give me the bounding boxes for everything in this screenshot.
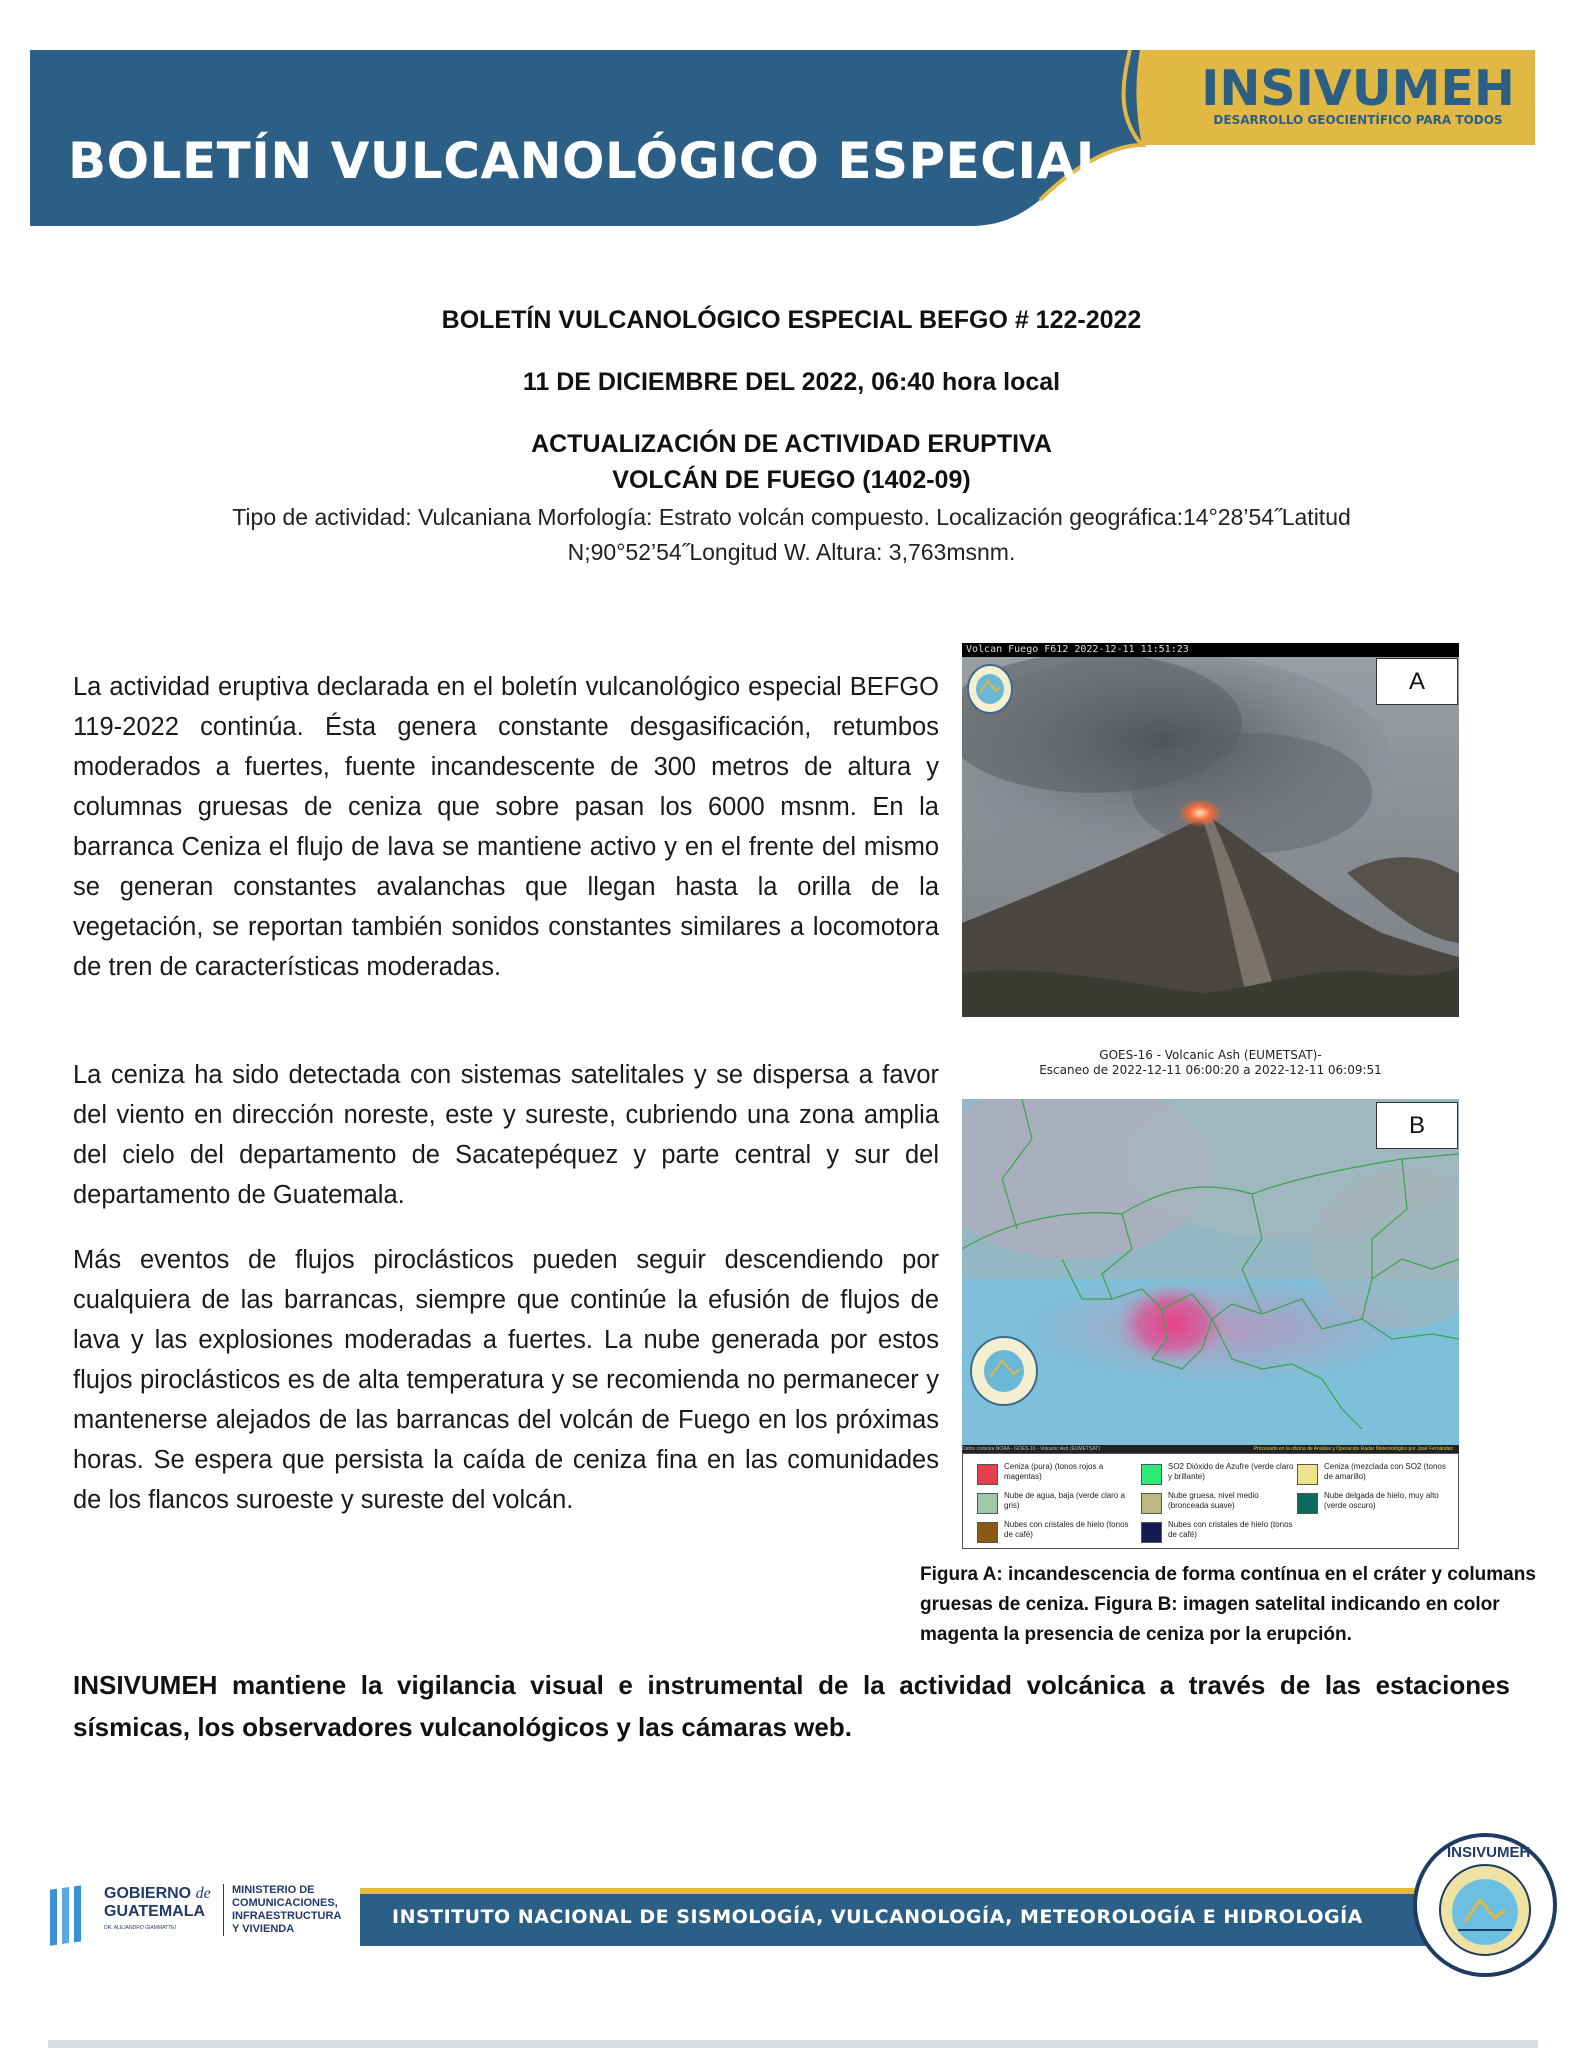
legend-item: [1141, 1462, 1296, 1488]
seal-title: INSIVUMEH: [1447, 1844, 1531, 1861]
figure-a-label: A: [1376, 658, 1458, 705]
figure-b-title: [962, 1048, 1459, 1078]
legend-swatch: [1141, 1464, 1162, 1485]
legend-swatch: [977, 1464, 998, 1485]
legend-item: [977, 1520, 1132, 1546]
figure-a-webcam-photo: [962, 643, 1459, 1017]
paragraph-activity: La actividad eruptiva declarada en el boletín vulcanológico especial BEFGO 119-2022 continúa. Ésta genera constante desgasificación, retumbos moderados a fuertes, fuente incandescente de 300 metros de altura y columnas gruesas de ceniza que sobre pasan los 6000 msnm. En la barranca Ceniza el flujo de lava se mantiene activo y en el frente del mismo se generan constantes avalanchas que llegan hasta la orilla de la vegetación, se reportan también sonidos constantes similares a locomotora de tren de características moderadas.: [73, 673, 939, 981]
legend-text: Nubes con cristales de hielo (tonos de café): [1168, 1520, 1293, 1539]
legend-text: Nube de agua, baja (verde claro a gris): [1004, 1491, 1125, 1510]
guatemala-flag-icon: [48, 1882, 90, 1948]
bulletin-subtitle-1: ACTUALIZACIÓN DE ACTIVIDAD ERUPTIVA: [531, 430, 1052, 458]
gov-name-2: GUATEMALA: [104, 1903, 206, 1920]
bulletin-subtitle-2: VOLCÁN DE FUEGO (1402-09): [612, 466, 971, 494]
legend-swatch: [1297, 1493, 1318, 1514]
legend-text: Ceniza (mezclada con SO2 (tonos de amarillo): [1324, 1462, 1446, 1481]
legend-text: Ceniza (pura) (tonos rojos a magentas): [1004, 1462, 1104, 1481]
satellite-credit-bar: [962, 1445, 1459, 1453]
legend-text: Nube delgada de hielo, muy alto (verde oscuro): [1324, 1491, 1439, 1510]
legend-item: [977, 1491, 1132, 1517]
institute-name: INSTITUTO NACIONAL DE SISMOLOGÍA, VULCANOLOGÍA, METEOROLOGÍA E HIDROLOGÍA: [392, 1906, 1363, 1928]
figure-b-title-line-2: Escaneo de 2022-12-11 06:00:20 a 2022-12-11 06:09:51: [1039, 1063, 1382, 1077]
figure-b-satellite-map: [962, 1099, 1459, 1451]
legend-swatch: [977, 1522, 998, 1543]
legend-item: [1141, 1520, 1296, 1546]
bulletin-date: 11 DE DICIEMBRE DEL 2022, 06:40 hora local: [522, 368, 1061, 396]
legend-item: [1297, 1462, 1452, 1488]
insivumeh-seal-icon: [966, 663, 1014, 715]
gov-name-1: GOBIERNO: [104, 1885, 192, 1902]
legend-swatch: [1297, 1464, 1318, 1485]
legend-swatch: [1141, 1493, 1162, 1514]
paragraph-ash-dispersion: La ceniza ha sido detectada con sistemas satelitales y se dispersa a favor del viento en dirección noreste, este y sureste, cubriendo una zona amplia del cielo del departamento de Sacatepéquez y parte central y sur del departamento de Guatemala.: [73, 1061, 939, 1209]
ministry-name: MINISTERIO DE COMUNICACIONES, INFRAESTRUCTURA Y VIVIENDA: [223, 1884, 342, 1936]
satellite-legend: [962, 1453, 1459, 1549]
brand-tagline: DESARROLLO GEOCIENTÍFICO PARA TODOS: [1213, 113, 1503, 127]
closing-statement: INSIVUMEH mantiene la vigilancia visual e instrumental de la actividad volcánica a través de las estaciones sísmicas, los observadores vulcanológicos y las cámaras web.: [73, 1670, 1510, 1742]
satellite-credit-left: Datos cortesía NOAA - GOES-16 - Volcanic Ash (EUMETSAT): [962, 1446, 1101, 1452]
legend-text: SO2 Dióxido de Azufre (verde claro y brillante): [1168, 1462, 1294, 1481]
figure-b-label: B: [1376, 1102, 1458, 1149]
legend-item: [1297, 1491, 1452, 1517]
volcano-meta-line-1: Tipo de actividad: Vulcaniana Morfología: Estrato volcán compuesto. Localización geográfica:14°28’54˝Latitud: [232, 504, 1351, 530]
government-subtitle: DR. ALEJANDRO GIAMMATTEI: [104, 1925, 176, 1931]
paragraph-pyroclastic-warning: Más eventos de flujos piroclásticos pueden seguir descendiendo por cualquiera de las barrancas, siempre que continúe la efusión de flujos de lava y las explosiones moderadas a fuertes. La nube generada por estos flujos piroclásticos es de alta temperatura y se recomienda no permanecer y mantenerse alejados de las barrancas del volcán de Fuego en los próximas horas. Se espera que persista la caída de ceniza fina en las comunidades de los flancos suroeste y sureste del volcán.: [73, 1246, 939, 1514]
footer: [0, 1830, 1583, 1960]
legend-item: [1141, 1491, 1296, 1517]
government-name: [104, 1885, 211, 1921]
satellite-ash-map: [962, 1099, 1459, 1451]
figure-caption: Figura A: incandescencia de forma contínua en el cráter y columans gruesas de ceniza. Figura B: imagen satelital indicando en color magenta la presencia de ceniza por la erupción.: [920, 1564, 1536, 1645]
legend-item: [977, 1462, 1132, 1488]
camera-timestamp: Volcan Fuego F612 2022-12-11 11:51:23: [962, 643, 1459, 657]
satellite-seal-icon: [971, 1337, 1037, 1405]
gov-name-de: de: [195, 1885, 211, 1902]
bottom-strip: [48, 2040, 1538, 2048]
bulletin-code: BOLETÍN VULCANOLÓGICO ESPECIAL BEFGO # 122-2022: [441, 306, 1142, 334]
banner-title: BOLETÍN VULCANOLÓGICO ESPECIAL: [68, 132, 1109, 190]
volcano-meta-line-2: N;90°52’54˝Longitud W. Altura: 3,763msnm.: [567, 539, 1016, 565]
satellite-credit-right: Procesado en la oficina de Análisis y Operación Radar Meteorológico por José Fernández: [1253, 1446, 1453, 1452]
brand-logo-name: INSIVUMEH: [1201, 60, 1515, 117]
figure-b-title-line-1: GOES-16 - Volcanic Ash (EUMETSAT)-: [1099, 1048, 1322, 1062]
legend-text: Nube gruesa, nivel medio (bronceada suave): [1168, 1491, 1259, 1510]
header-banner: [30, 50, 1535, 226]
legend-swatch: [977, 1493, 998, 1514]
legend-text: Nubes con cristales de hielo (tonos de café): [1004, 1520, 1129, 1539]
legend-swatch: [1141, 1522, 1162, 1543]
